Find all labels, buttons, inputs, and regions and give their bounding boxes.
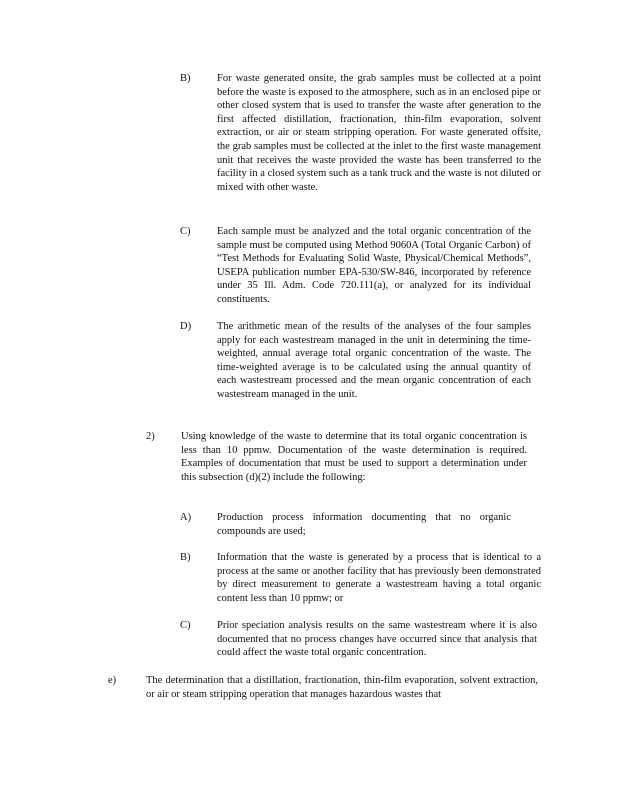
item-text: Prior speciation analysis results on the same wastestream where it is also documented that no process changes have occurred since that analysis that could affect the waste total organic concentration. bbox=[217, 620, 537, 659]
item-label: C) bbox=[180, 226, 191, 237]
item-text: For waste generated onsite, the grab samples must be collected at a point before the waste is exposed to the atmosphere, such as in an enclosed pipe or other closed system that is used to transfer the waste after generation to the first affected distillation, fractionation, thin-film evaporation, solvent extraction, or air or steam stripping operation. For waste generated offsite, the grab samples must be collected at the inlet to the first waste management unit that receives the waste provided the waste has been transferred to the facility in a closed system such as a tank truck and the waste is not diluted or mixed with other waste. bbox=[217, 73, 541, 193]
item-label: B) bbox=[180, 73, 191, 84]
item-text: Information that the waste is generated by a process that is identical to a process at the same or another facility that has previously been demonstrated by direct measurement to generate a wastestream having a total organic content less than 10 ppmw; or bbox=[217, 552, 541, 604]
item-text: Using knowledge of the waste to determine that its total organic concentration is less than 10 ppmw. Documentation of the waste determination is required. Examples of documentation that must be used to support a determination under this subsection (d)(2) include the following: bbox=[181, 431, 527, 483]
item-label: e) bbox=[108, 675, 117, 686]
item-text: Production process information documenting that no organic compounds are used; bbox=[217, 512, 511, 537]
item-text: Each sample must be analyzed and the total organic concentration of the sample must be computed using Method 9060A (Total Organic Carbon) of “Test Methods for Evaluating Solid Waste, Physical/Chemical Methods”, USEPA publication number EPA-530/SW-846, incorporated by reference under 35 Ill. Adm. Code 720.111(a), or analyzed for its individual constituents. bbox=[217, 226, 531, 305]
item-text: The arithmetic mean of the results of the analyses of the four samples apply for each wastestream managed in the unit in determining the time-weighted, annual average total organic concentration of the waste. The time-weighted average is to be calculated using the annual quantity of each wastestream processed and the mean organic concentration of each wastestream managed in the unit. bbox=[217, 321, 531, 400]
item-label: A) bbox=[180, 512, 192, 523]
item-text: The determination that a distillation, fractionation, thin-film evaporation, solvent extraction, or air or steam stripping operation that manages hazardous wastes that bbox=[146, 675, 538, 700]
item-label: D) bbox=[180, 321, 192, 332]
item-label: 2) bbox=[146, 431, 155, 442]
item-label: B) bbox=[180, 552, 191, 563]
item-label: C) bbox=[180, 620, 191, 631]
